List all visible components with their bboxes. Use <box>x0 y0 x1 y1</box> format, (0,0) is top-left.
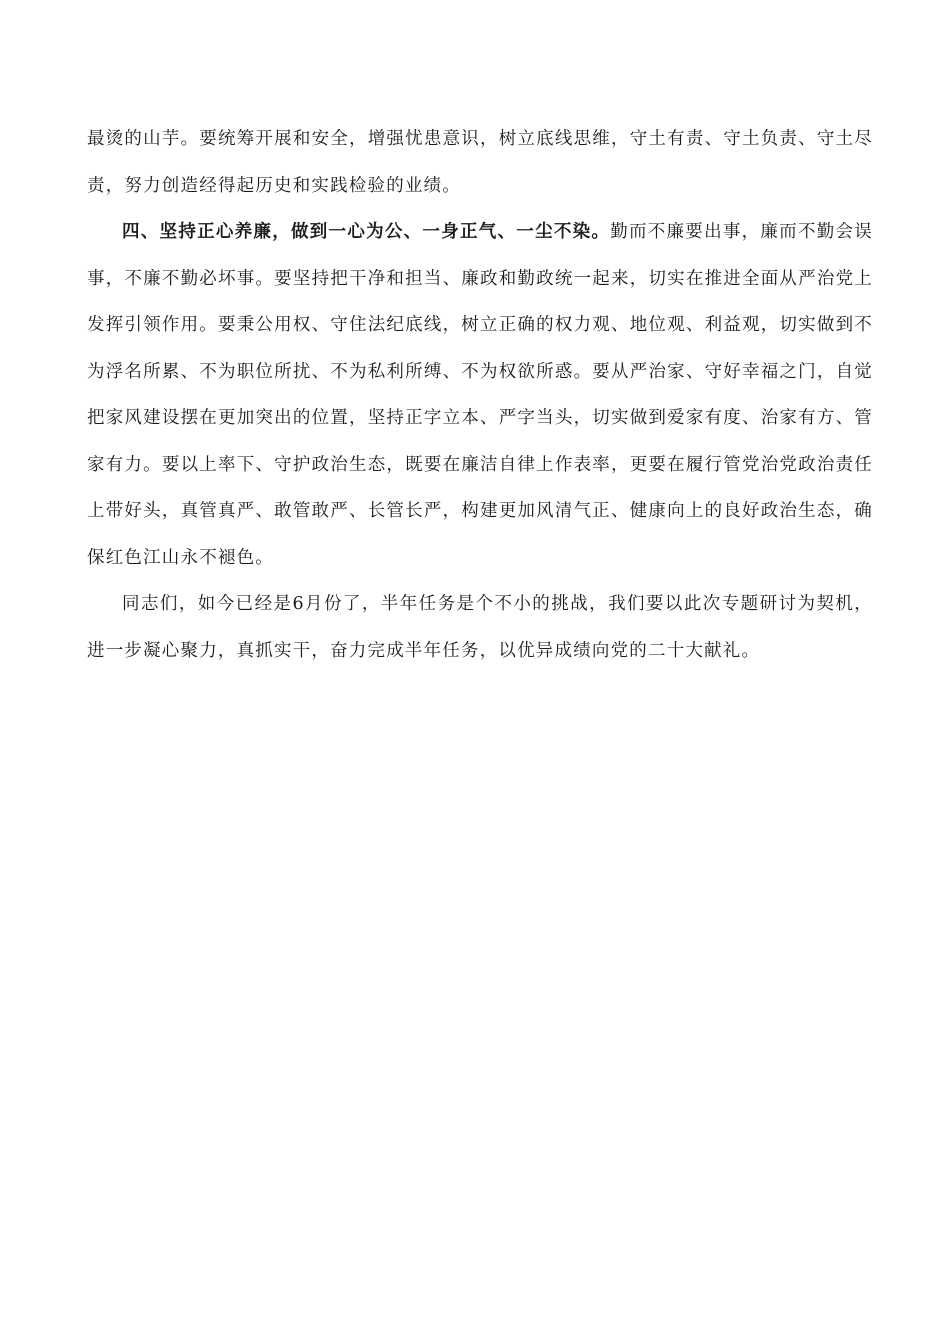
paragraph-continuation: 最烫的山芋。要统筹开展和安全，增强忧患意识，树立底线思维，守土有责、守土负责、守土尽责，努力创造经得起历史和实践检验的业绩。 <box>87 129 873 196</box>
paragraph-closing: 同志们，如今已经是6月份了，半年任务是个不小的挑战，我们要以此次专题研讨为契机，进一步凝心聚力，真抓实干，奋力完成半年任务，以优异成绩向党的二十大献礼。 <box>87 594 873 661</box>
section-four-heading: 四、坚持正心养廉，做到一心为公、一身正气、一尘不染。 <box>122 222 611 242</box>
paragraph-section-four <box>87 209 873 581</box>
section-four-body: 勤而不廉要出事，廉而不勤会误事，不廉不勤必坏事。要坚持把干净和担当、廉政和勤政统一起来，切实在推进全面从严治党上发挥引领作用。要秉公用权、守住法纪底线，树立正确的权力观、地位观、利益观，切实做到不为浮名所累、不为职位所扰、不为私利所缚、不为权欲所惑。要从严治家、守好幸福之门，自觉把家风建设摆在更加突出的位置，坚持正字立本、严字当头，切实做到爱家有度、治家有方、管家有力。要以上率下、守护政治生态，既要在廉洁自律上作表率，更要在履行管党治党政治责任上带好头，真管真严、敢管敢严、长管长严，构建更加风清气正、健康向上的良好政治生态，确保红色江山永不褪色。 <box>87 222 873 568</box>
document-body <box>87 116 873 674</box>
